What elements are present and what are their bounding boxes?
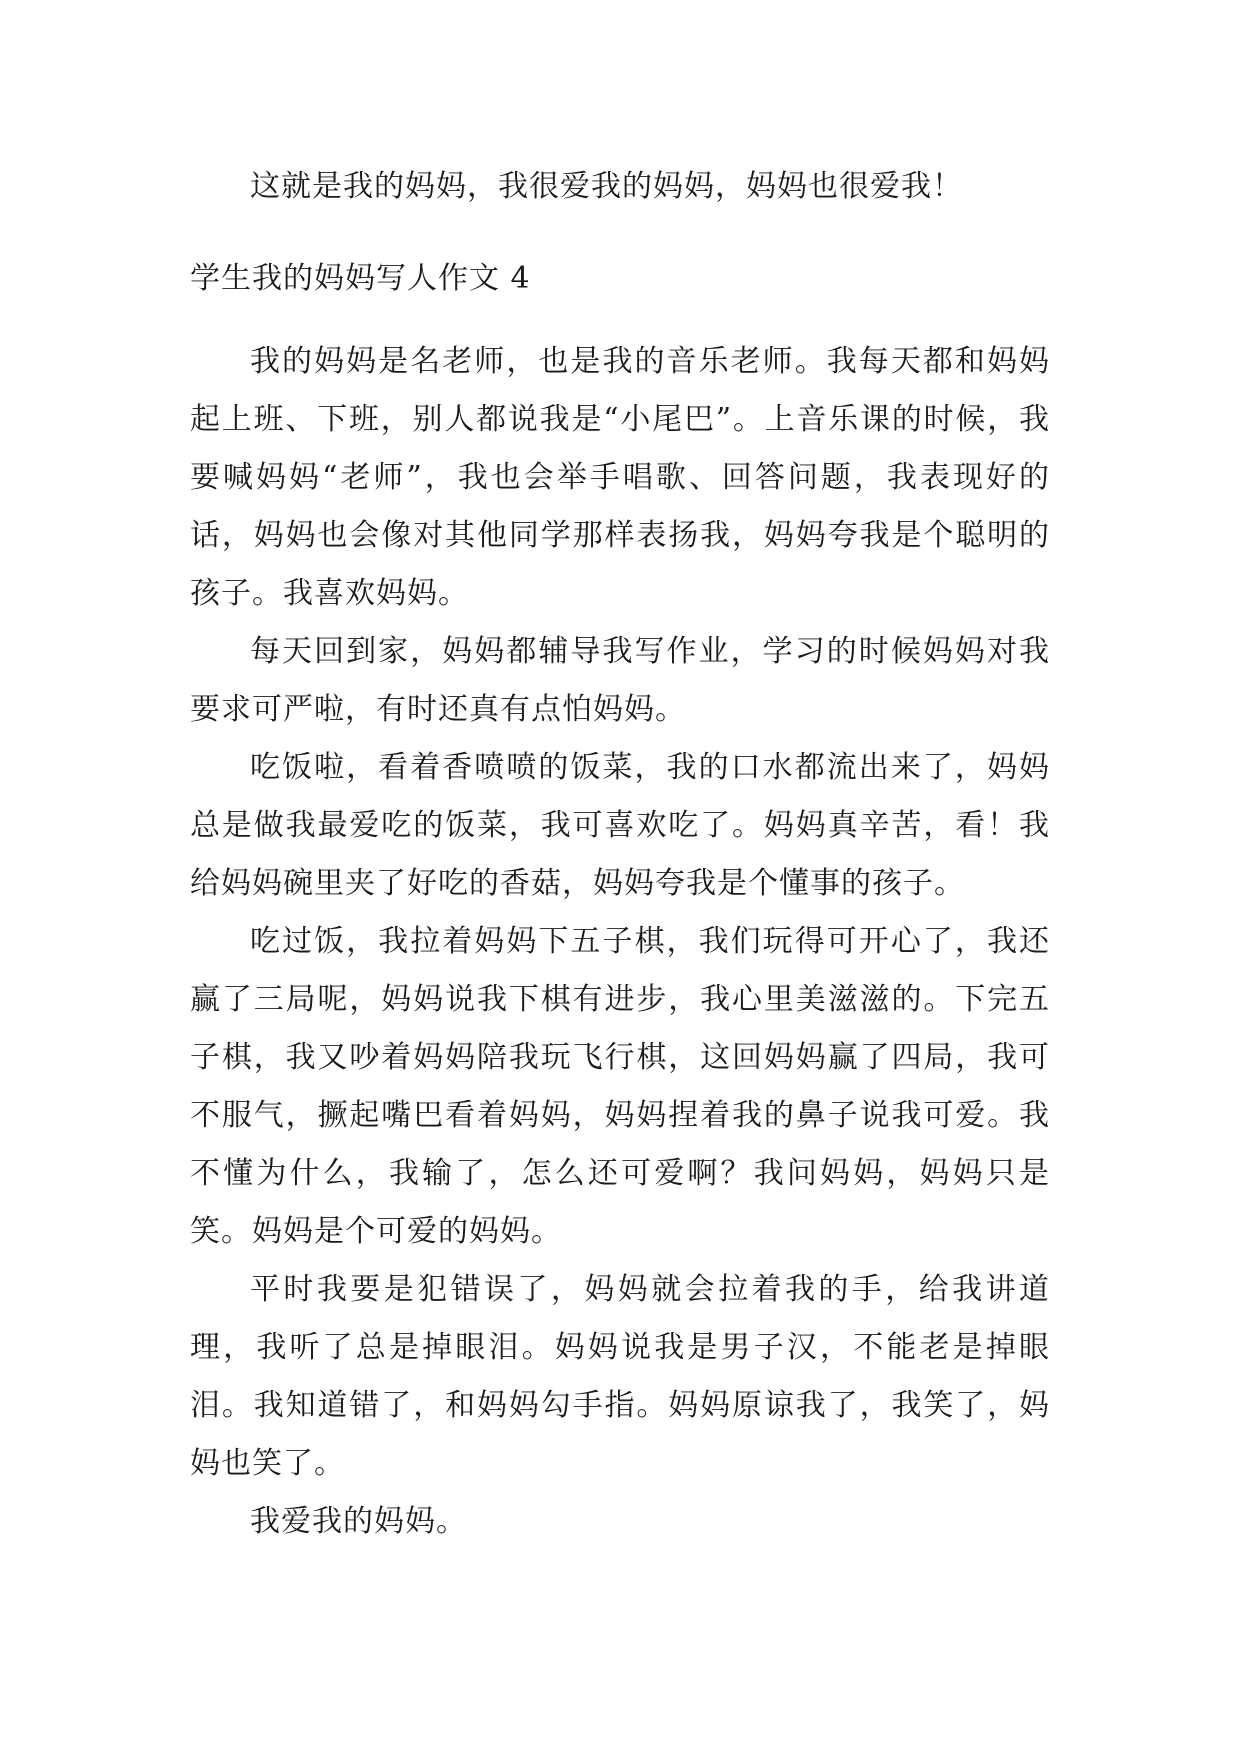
essay-paragraph-4: 吃过饭，我拉着妈妈下五子棋，我们玩得可开心了，我还赢了三局呢，妈妈说我下棋有进步，我心里美滋滋的。下完五子棋，我又吵着妈妈陪我玩飞行棋，这回妈妈赢了四局，我可不服气，撅起嘴巴看着妈妈，妈妈捏着我的鼻子说我可爱。我不懂为什么，我输了，怎么还可爱啊？我问妈妈，妈妈只是笑。妈妈是个可爱的妈妈。	[190, 924, 1050, 1249]
essay-paragraph-3: 吃饭啦，看着香喷喷的饭菜，我的口水都流出来了，妈妈总是做我最爱吃的饭菜，我可喜欢吃了。妈妈真辛苦，看！我给妈妈碗里夹了好吃的香菇，妈妈夸我是个懂事的孩子。	[190, 750, 1050, 901]
essay-paragraph-2: 每天回到家，妈妈都辅导我写作业，学习的时候妈妈对我要求可严啦，有时还真有点怕妈妈。	[190, 634, 1050, 727]
essay-paragraph-5: 平时我要是犯错误了，妈妈就会拉着我的手，给我讲道理，我听了总是掉眼泪。妈妈说我是男子汉，不能老是掉眼泪。我知道错了，和妈妈勾手指。妈妈原谅我了，我笑了，妈妈也笑了。	[190, 1272, 1050, 1481]
essay-paragraph-6: 我爱我的妈妈。	[250, 1504, 467, 1539]
essay-body	[190, 333, 1050, 1551]
intro-paragraph: 这就是我的妈妈，我很爱我的妈妈，妈妈也很爱我！	[250, 169, 963, 204]
intro-paragraph-container	[190, 158, 1050, 216]
essay-heading: 学生我的妈妈写人作文 4	[190, 261, 531, 296]
essay-paragraph-1: 我的妈妈是名老师，也是我的音乐老师。我每天都和妈妈起上班、下班，别人都说我是“小尾巴”。上音乐课的时候，我要喊妈妈“老师”，我也会举手唱歌、回答问题，我表现好的话，妈妈也会像对其他同学那样表扬我，妈妈夸我是个聪明的孩子。我喜欢妈妈。	[190, 344, 1050, 611]
